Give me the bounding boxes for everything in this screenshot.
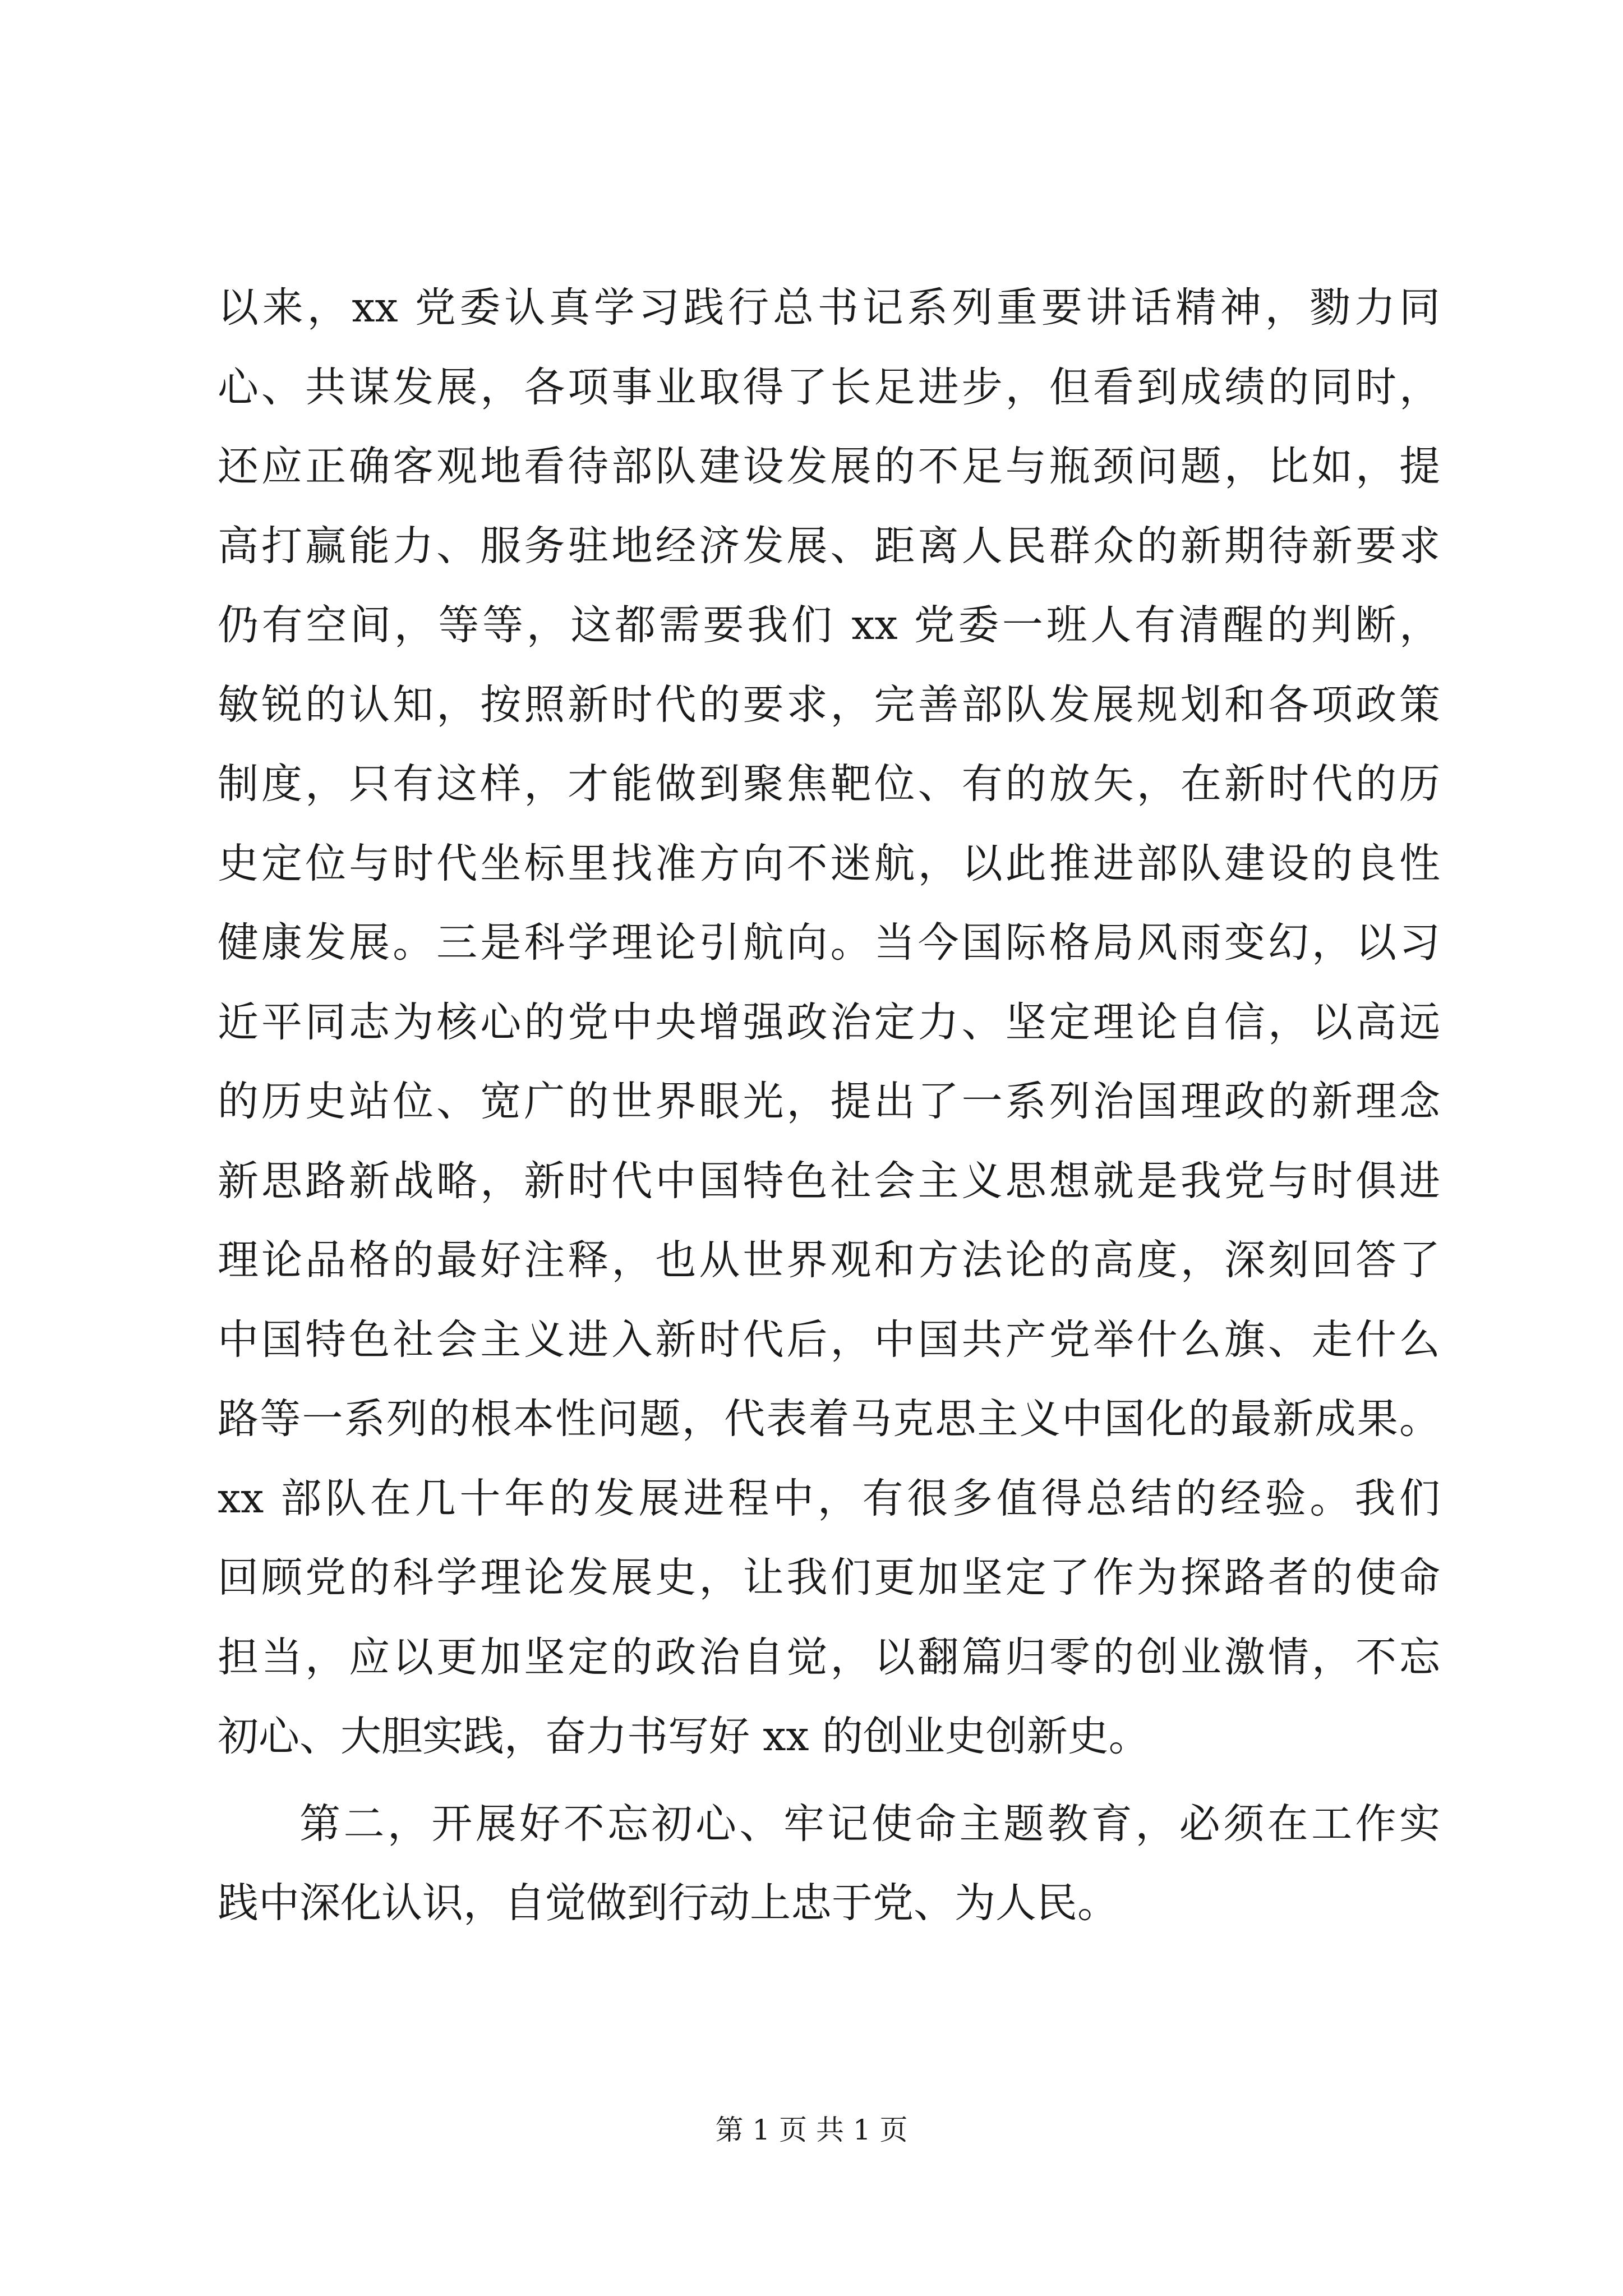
- text-line: 近平同志为核心的党中央增强政治定力、坚定理论自信，以高远: [218, 998, 1440, 1046]
- text-line: 心、共谋发展，各项事业取得了长足进步，但看到成绩的同时，: [218, 363, 1440, 411]
- text-line: 第二，开展好不忘初心、牢记使命主题教育，必须在工作实: [299, 1800, 1440, 1848]
- paragraph-spacer: [218, 1777, 1440, 1784]
- text-line: 中国特色社会主义进入新时代后，中国共产党举什么旗、走什么: [218, 1315, 1440, 1364]
- document-body: [218, 268, 1440, 1943]
- text-line: 以来，xx 党委认真学习践行总书记系列重要讲话精神，勠力同: [218, 284, 1440, 332]
- text-line: 制度，只有这样，才能做到聚焦靶位、有的放矢，在新时代的历: [218, 760, 1440, 808]
- paragraph-2: [218, 1784, 1440, 1943]
- text-line: 路等一系列的根本性问题，代表着马克思主义中国化的最新成果。: [218, 1395, 1440, 1443]
- text-line: 践中深化认识，自觉做到行动上忠于党、为人民。: [218, 1879, 1118, 1927]
- text-line: xx 部队在几十年的发展进程中，有很多值得总结的经验。我们: [218, 1474, 1440, 1522]
- text-line: 仍有空间，等等，这都需要我们 xx 党委一班人有清醒的判断，: [218, 601, 1440, 649]
- text-line: 史定位与时代坐标里找准方向不迷航，以此推进部队建设的良性: [218, 839, 1440, 887]
- text-line: 新思路新战略，新时代中国特色社会主义思想就是我党与时俱进: [218, 1157, 1440, 1205]
- text-line: 高打赢能力、服务驻地经济发展、距离人民群众的新期待新要求: [218, 522, 1440, 570]
- text-line: 的历史站位、宽广的世界眼光，提出了一系列治国理政的新理念: [218, 1078, 1440, 1125]
- text-line: 理论品格的最好注释，也从世界观和方法论的高度，深刻回答了: [218, 1236, 1440, 1284]
- text-line: 敏锐的认知，按照新时代的要求，完善部队发展规划和各项政策: [218, 680, 1440, 729]
- text-line: 初心、大胆实践，奋力书写好 xx 的创业史创新史。: [218, 1713, 1150, 1760]
- text-line: 担当，应以更加坚定的政治自觉，以翻篇归零的创业激情，不忘: [218, 1633, 1440, 1681]
- page-footer: 第 1 页 共 1 页: [715, 2114, 908, 2146]
- text-line: 回顾党的科学理论发展史，让我们更加坚定了作为探路者的使命: [218, 1554, 1440, 1602]
- text-line: 还应正确客观地看待部队建设发展的不足与瓶颈问题，比如，提: [218, 443, 1440, 490]
- paragraph-1: [218, 268, 1440, 1777]
- text-line: 健康发展。三是科学理论引航向。当今国际格局风雨变幻，以习: [218, 919, 1440, 967]
